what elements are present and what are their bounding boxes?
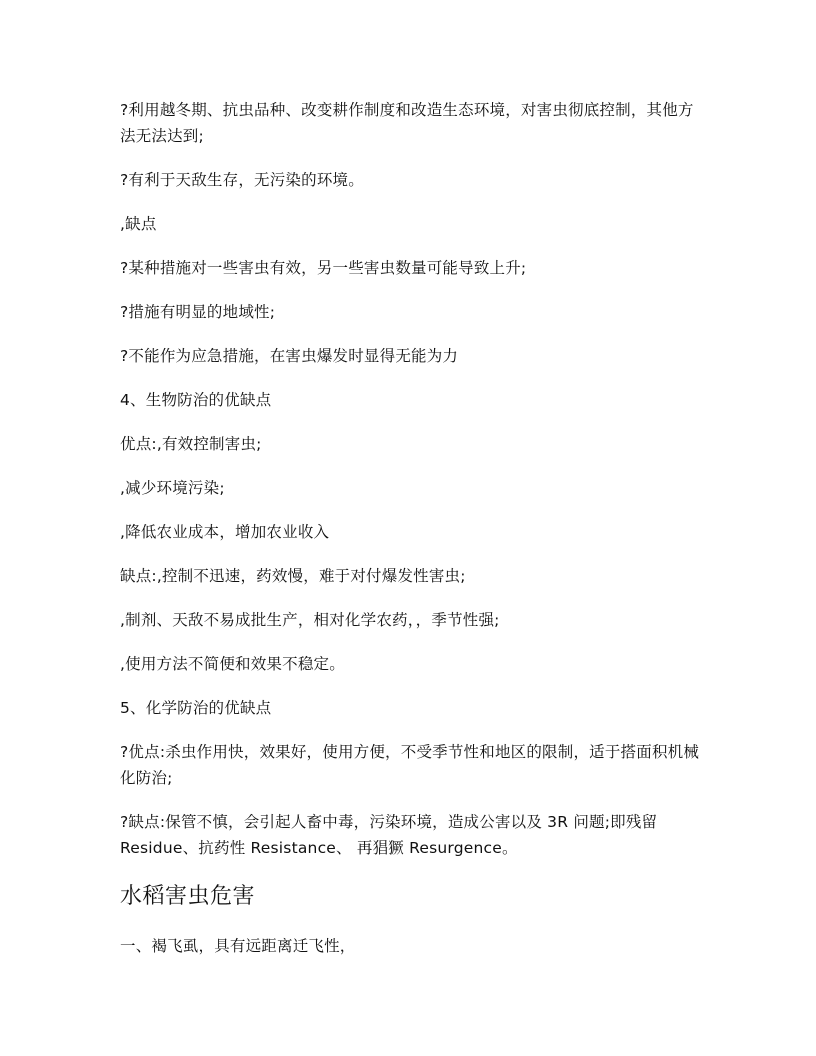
paragraph-cultural-control-disadvantage-3: ?不能作为应急措施，在害虫爆发时显得无能为力 <box>120 347 459 365</box>
paragraph-biological-advantage-1: 优点:,有效控制害虫; <box>120 435 262 453</box>
section-title-chemical-control: 5、化学防治的优缺点 <box>120 699 272 717</box>
paragraph-cultural-control-disadvantage-1: ?某种措施对一些害虫有效，另一些害虫数量可能导致上升; <box>120 259 527 277</box>
paragraph-cultural-control-disadvantage-2: ?措施有明显的地域性; <box>120 303 276 321</box>
paragraph-biological-disadvantage-3: ,使用方法不简便和效果不稳定。 <box>120 655 345 673</box>
paragraph-cultural-control-advantage-1: ?利用越冬期、抗虫品种、改变耕作制度和改造生态环境，对害虫彻底控制，其他方法无法达到; <box>120 101 694 145</box>
paragraph-brown-planthopper: 一、褐飞虱，具有远距离迁飞性， <box>120 937 356 955</box>
paragraph-biological-advantage-2: ,减少环境污染; <box>120 479 225 497</box>
paragraph-chemical-disadvantage: ?缺点:保管不慎，会引起人畜中毒，污染环境，造成公害以及 3R 问题;即残留 Residue、抗药性 Resistance、 再猖獗 Resurgence。 <box>120 813 658 857</box>
document-body <box>120 97 700 959</box>
section-title-biological-control: 4、生物防治的优缺点 <box>120 391 272 409</box>
paragraph-cultural-control-disadvantage-title: ,缺点 <box>120 215 157 233</box>
paragraph-biological-disadvantage-1: 缺点:,控制不迅速，药效慢，难于对付爆发性害虫; <box>120 567 466 585</box>
paragraph-chemical-advantage: ?优点:杀虫作用快，效果好，使用方便，不受季节性和地区的限制，适于搭面积机械化防治; <box>120 743 700 787</box>
section-heading-rice-pests: 水稻害虫危害 <box>120 884 256 909</box>
paragraph-cultural-control-advantage-2: ?有利于天敌生存，无污染的环境。 <box>120 171 364 189</box>
paragraph-biological-advantage-3: ,降低农业成本，增加农业收入 <box>120 523 330 541</box>
paragraph-biological-disadvantage-2: ,制剂、天敌不易成批生产，相对化学农药，，季节性强; <box>120 611 500 629</box>
